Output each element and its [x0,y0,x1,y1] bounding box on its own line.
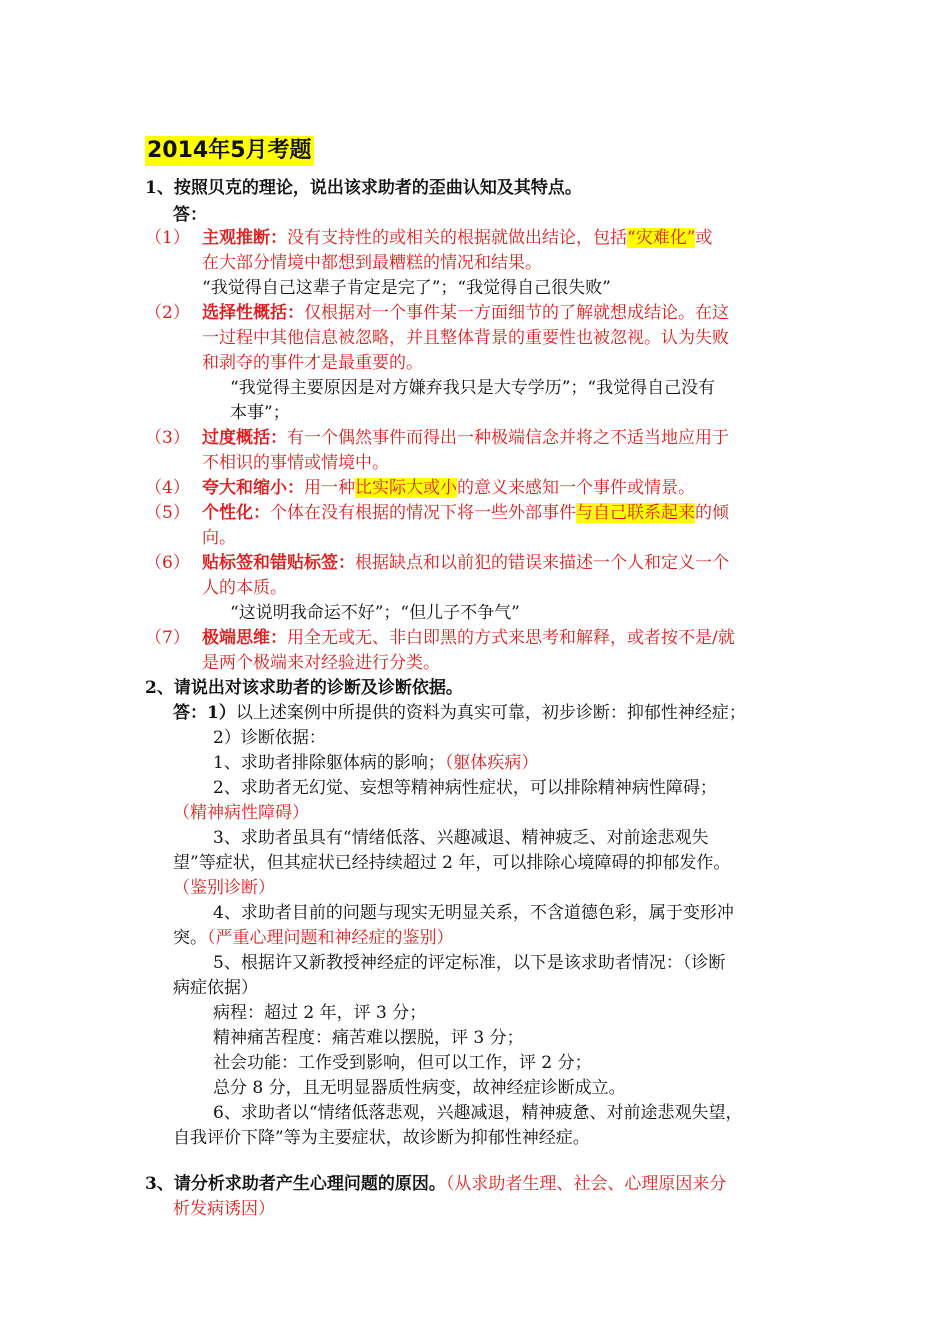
item-text: 和剥夺的事件才是最重要的。 [202,353,423,373]
item-number: （7） [145,628,190,648]
basis-point-1 [213,751,538,775]
basis-text: 2、求助者无幻觉、妄想等精神病性症状，可以排除精神病性障碍； [213,778,717,798]
item-7-line-1 [202,626,735,650]
score-line: 精神痛苦程度：痛苦难以摆脱，评 3 分； [213,1028,524,1048]
question-2-heading: 2、请说出对该求助者的诊断及诊断依据。 [145,678,463,698]
item-term: 极端思维： [202,628,287,648]
item-text: 人的本质。 [202,578,287,598]
item-text: 根据缺点和以前犯的错误来描述一个人和定义一个 [355,553,729,573]
item-term: 选择性概括： [202,303,304,323]
item-text: 或 [695,228,713,248]
question-1-heading: 1、按照贝克的理论，说出该求助者的歪曲认知及其特点。 [145,178,582,198]
score-line: 总分 8 分，且无明显器质性病变，故神经症诊断成立。 [213,1078,626,1098]
item-3-line-1 [202,426,729,450]
item-number: （1） [145,228,190,248]
item-number: （3） [145,428,190,448]
highlighted-text: 比实际大或小 [355,478,457,498]
item-number: （5） [145,503,190,523]
basis-note: （躯体疾病） [444,753,539,773]
item-text: 在大部分情境中都想到最糟糕的情况和结果。 [202,253,542,273]
item-text: 向。 [202,528,236,548]
basis-text: 病症依据） [173,978,258,998]
example-quote: 本事”； [230,403,290,423]
item-number: （4） [145,478,190,498]
item-text: 的倾 [695,503,729,523]
item-4-line-1 [202,476,695,500]
item-text: 一过程中其他信息被忽略，并且整体背景的重要性也被忽视。认为失败 [202,328,729,348]
basis-note: （精神病性障碍） [173,803,309,823]
basis-text: 望”等症状，但其症状已经持续超过 2 年，可以排除心境障碍的抑郁发作。 [173,853,731,873]
item-1-line-1 [202,226,712,250]
item-6-line-1 [202,551,729,575]
item-text: 仅根据对一个事件某一方面细节的了解就想成结论。在这 [304,303,729,323]
example-quote: “我觉得自己这辈子肯定是完了”；“我觉得自己很失败” [202,278,611,298]
item-text: 没有支持性的或相关的根据就做出结论，包括 [287,228,627,248]
basis-note: （严重心理问题和神经症的鉴别） [207,928,454,948]
item-text: 是两个极端来对经验进行分类。 [202,653,440,673]
score-line: 病程：超过 2 年，评 3 分； [213,1003,427,1023]
item-text: 个体在没有根据的情况下将一些外部事件 [270,503,576,523]
basis-point-4-end [173,926,454,950]
basis-text: 5、根据许又新教授神经症的评定标准，以下是该求助者情况：（诊断 [213,953,726,973]
item-term: 个性化： [202,503,270,523]
item-2-line-1 [202,301,729,325]
item-text: 用全无或无、非白即黑的方式来思考和解释，或者按不是/就 [287,628,735,648]
answer-label: 答：1） [173,703,236,723]
answer-text: 以上述案例中所提供的资料为真实可靠，初步诊断：抑郁性神经症； [235,703,746,723]
question-note: 析发病诱因） [173,1199,275,1219]
item-number: （2） [145,303,190,323]
example-quote: “这说明我命运不好”；“但儿子不争气” [230,603,520,623]
basis-text: 3、求助者虽具有“情绪低落、兴趣减退、精神疲乏、对前途悲观失 [213,828,709,848]
page-title: 2014年5月考题 [145,136,314,166]
item-number: （6） [145,553,190,573]
diagnosis-basis-heading: 2）诊断依据： [213,728,326,748]
highlighted-text: “灾难化” [627,228,696,248]
question-text: 3、请分析求助者产生心理问题的原因。 [145,1174,446,1194]
basis-text: 4、求助者目前的问题与现实无明显关系，不含道德色彩，属于变形冲 [213,903,734,923]
item-text: 有一个偶然事件而得出一种极端信念并将之不适当地应用于 [287,428,729,448]
basis-note: （鉴别诊断） [173,878,275,898]
item-term: 夸大和缩小： [202,478,304,498]
basis-text: 6、求助者以“情绪低落悲观，兴趣减退，精神疲惫、对前途悲观失望， [213,1103,743,1123]
item-term: 贴标签和错贴标签： [202,553,355,573]
item-term: 过度概括： [202,428,287,448]
item-term: 主观推断： [202,228,287,248]
question-3-heading [145,1172,726,1196]
item-text: 的意义来感知一个事件或情景。 [457,478,695,498]
basis-text: 自我评价下降”等为主要症状，故诊断为抑郁性神经症。 [173,1128,590,1148]
score-line: 社会功能：工作受到影响，但可以工作，评 2 分； [213,1053,592,1073]
highlighted-text: 与自己联系起来 [576,503,695,523]
item-5-line-1 [202,501,729,525]
answer-line [173,701,746,725]
basis-text: 突。 [173,928,207,948]
example-quote: “我觉得主要原因是对方嫌弃我只是大专学历”；“我觉得自己没有 [230,378,716,398]
question-note: （从求助者生理、社会、心理原因来分 [445,1174,727,1194]
item-text: 不相识的事情或情境中。 [202,453,389,473]
item-text: 用一种 [304,478,355,498]
answer-label: 答： [173,205,207,225]
basis-text: 1、求助者排除躯体病的影响； [213,753,445,773]
